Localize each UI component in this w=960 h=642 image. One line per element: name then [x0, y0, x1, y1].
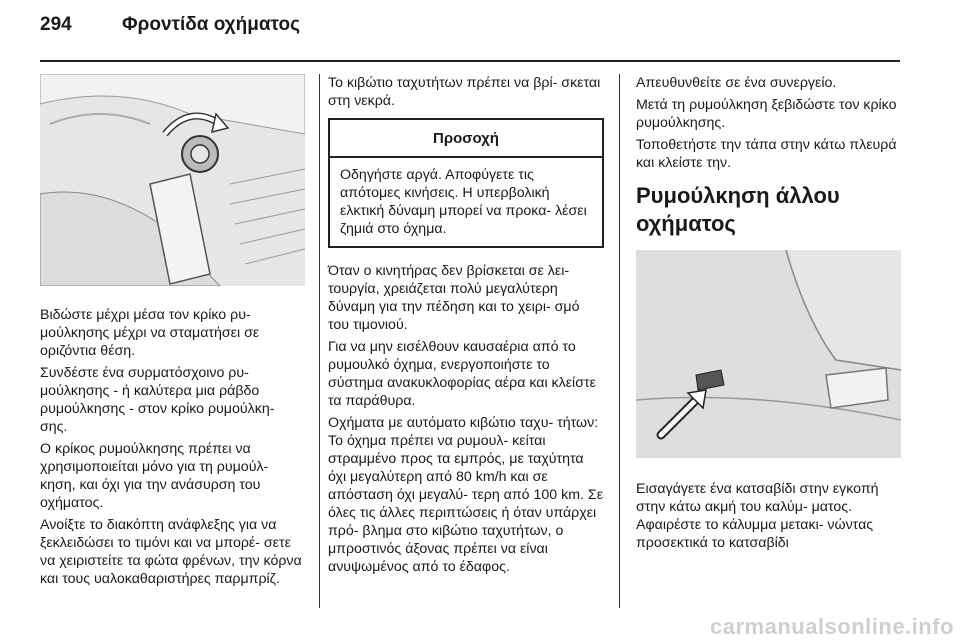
rear-bumper-drawing — [636, 250, 901, 458]
front-towing-eye-illustration — [40, 74, 305, 286]
column-1 — [40, 74, 305, 592]
towing-eye-drawing — [40, 74, 305, 286]
paragraph: Όταν ο κινητήρας δεν βρίσκεται σε λει‐ τουργία, χρειάζεται πολύ μεγαλύτερη δύναμη για την πέδηση και το χειρι‐ σμό του τιμονιού. — [328, 263, 580, 333]
paragraph: Βιδώστε μέχρι μέσα τον κρίκο ρυ‐ μούλκησης μέχρι να σταματήσει σε οριζόντια θέση. — [40, 307, 260, 359]
paragraph: Τοποθετήστε την τάπα στην κάτω πλευρά και κλείστε την. — [636, 137, 897, 171]
paragraph: Οχήματα με αυτόματο κιβώτιο ταχυ‐ τήτων: Το όχημα πρέπει να ρυμουλ‐ κείται στραμμένο προς τα εμπρός, με ταχύτητα όχι μεγαλύτερη από 80 km/h και σε απόσταση όχι μεγαλύ‐ τερη από 100 km. Σε όλες τις άλλες περιπτώσεις ή όταν υπάρχει πρό‐ βλημα στο κιβώτιο ταχυτήτων, ο μπροστινός άξονας πρέπει να είναι ανυψωμένος από το έδαφος. — [328, 415, 604, 575]
paragraph: Ανοίξτε το διακόπτη ανάφλεξης για να ξεκλειδώσει το τιμόνι και να μπορέ‐ σετε να χειριστείτε τα φώτα φρένων, την κόρνα και τους υαλοκαθαριστήρες παρμπρίζ. — [40, 517, 302, 587]
paragraph: Το κιβώτιο ταχυτήτων πρέπει να βρί‐ σκεται στη νεκρά. — [328, 75, 601, 109]
column-2 — [328, 74, 604, 580]
caution-text: Οδηγήστε αργά. Αποφύγετε τις απότομες κινήσεις. Η υπερβολική ελκτική δύναμη μπορεί να προκα‐ λέσει ζημιά στο όχημα. — [340, 167, 587, 237]
paragraph: Ο κρίκος ρυμούλκησης πρέπει να χρησιμοποιείται μόνο για τη ρυμούλ‐ κηση, και όχι για την ανάσυρση του οχήματος. — [40, 441, 269, 511]
caution-body — [330, 158, 602, 246]
paragraph: Εισαγάγετε ένα κατσαβίδι στην εγκοπή στην κάτω ακμή του καλύμ‐ ματος. Αφαιρέστε το κάλυμμα μετακι‐ νώντας προσεκτικά το κατσαβίδι — [636, 481, 879, 551]
column-divider-1 — [319, 74, 320, 608]
page-header — [40, 14, 920, 44]
paragraph: Μετά τη ρυμούλκηση ξεβιδώστε τον κρίκο ρυμούλκησης. — [636, 97, 897, 131]
paragraph: Για να μην εισέλθουν καυσαέρια από το ρυμουλκό όχημα, ενεργοποιήστε το σύστημα ανακυκλοφορίας αέρα και κλείστε τα παράθυρα. — [328, 339, 596, 409]
section-heading: Ρυμούλκηση άλλου οχήματος — [636, 183, 840, 236]
caution-box — [328, 118, 604, 248]
caution-title: Προσοχή — [330, 120, 602, 158]
chapter-title: Φροντίδα οχήματος — [122, 14, 300, 35]
column-3 — [636, 74, 901, 556]
paragraph: Απευθυνθείτε σε ένα συνεργείο. — [636, 75, 837, 91]
column-divider-2 — [619, 74, 620, 608]
rear-tow-cover-illustration — [636, 250, 901, 458]
header-rule — [40, 60, 900, 62]
page-number: 294 — [40, 14, 72, 35]
paragraph: Συνδέστε ένα συρματόσχοινο ρυ‐ μούλκησης - ή καλύτερα μια ράβδο ρυμούλκησης - στον κρίκο ρυμούλκη‐ σης. — [40, 365, 275, 435]
watermark: carmanualsonline.info — [710, 614, 954, 639]
